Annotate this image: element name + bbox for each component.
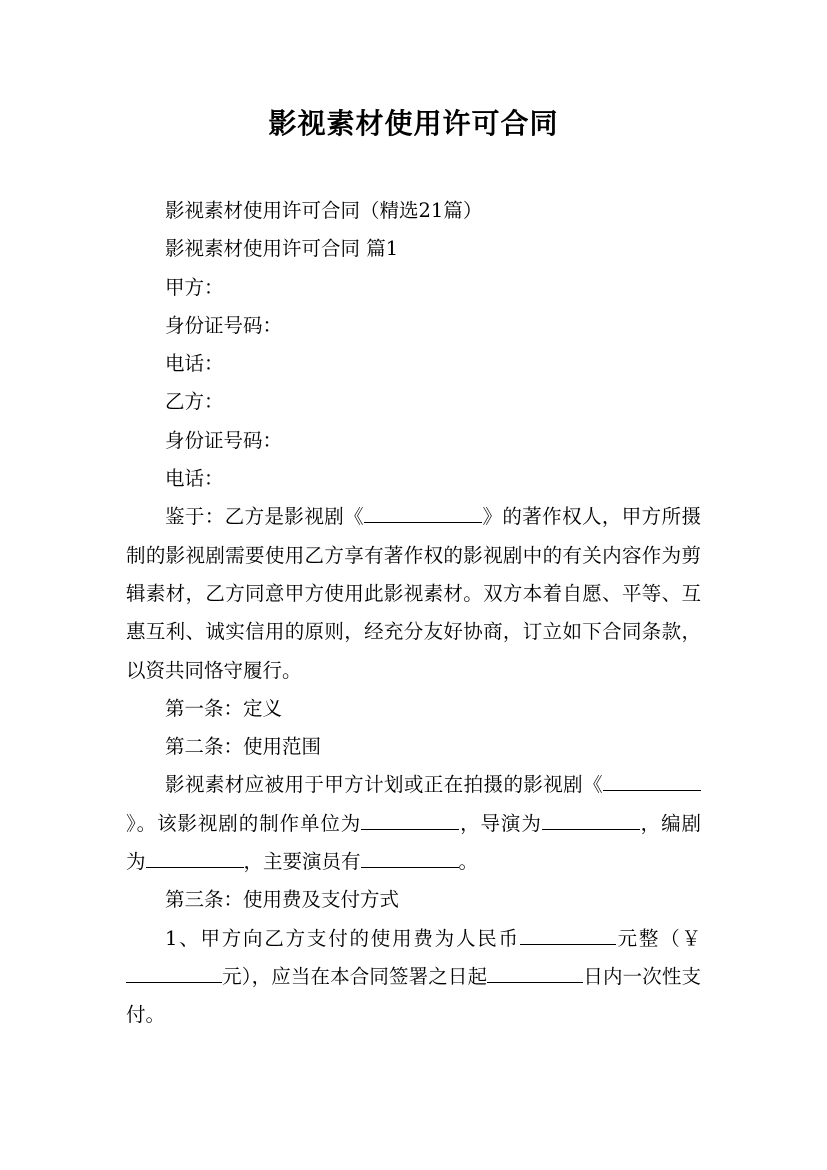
fee-text-2: 元整（￥ xyxy=(615,926,701,950)
party-a-label: 甲方： xyxy=(165,275,224,299)
payment-days-blank xyxy=(487,961,583,982)
clause-3-heading: 第三条：使用费及支付方式 xyxy=(165,888,400,912)
recital-text-1: 鉴于：乙方是影视剧《 xyxy=(165,505,365,529)
party-a-id-label: 身份证号码： xyxy=(165,313,283,337)
recital-text-2: 》的著作权人，甲方所摄制的影视剧需要使用乙方享有著作权的影视剧中的有关内容作为剪辑素材，乙方同意甲方使用此影视素材。双方本着自愿、平等、互惠互利、诚实信用的原则，经充分友好协商，订立如下合同条款，以资共同恪守履行。 xyxy=(126,505,701,682)
drama-title-blank xyxy=(364,502,482,523)
film-title-blank xyxy=(603,770,701,791)
scope-text-4: ，编剧为 xyxy=(126,811,701,874)
recital-paragraph xyxy=(126,498,701,689)
fee-amount-words-blank xyxy=(520,923,616,944)
scope-text-5: ，主要演员有 xyxy=(243,850,361,874)
subtitle: 影视素材使用许可合同（精选21篇） xyxy=(165,199,483,222)
clause-1-heading: 第一条：定义 xyxy=(165,696,283,720)
scope-text-6: 。 xyxy=(458,850,479,874)
actors-blank xyxy=(361,847,459,868)
fee-amount-number-blank xyxy=(126,961,222,982)
producer-blank xyxy=(361,808,459,829)
fee-text-1: 1、甲方向乙方支付的使用费为人民币 xyxy=(165,926,520,950)
screenwriter-blank xyxy=(146,847,244,868)
fee-text-3: 元），应当在本合同签署之日起 xyxy=(222,964,488,988)
party-b-id-label: 身份证号码： xyxy=(165,428,283,452)
scope-text-1: 影视素材应被用于甲方计划或正在拍摄的影视剧《 xyxy=(165,773,603,797)
scope-text-2: 》。该影视剧的制作单位为 xyxy=(126,811,362,835)
clause-2-heading: 第二条：使用范围 xyxy=(165,735,322,759)
fee-paragraph xyxy=(126,920,701,1035)
party-a-phone-label: 电话： xyxy=(165,352,224,376)
document-body xyxy=(126,192,701,1035)
scope-paragraph xyxy=(126,766,701,881)
document-title: 影视素材使用许可合同 xyxy=(268,107,559,140)
party-b-phone-label: 电话： xyxy=(165,467,224,491)
fee-text-4: 日内一次性支付。 xyxy=(126,964,701,1027)
scope-text-3: ，导演为 xyxy=(459,811,542,835)
article-heading: 影视素材使用许可合同 篇1 xyxy=(165,237,399,261)
party-b-label: 乙方： xyxy=(165,390,224,414)
director-blank xyxy=(542,808,640,829)
